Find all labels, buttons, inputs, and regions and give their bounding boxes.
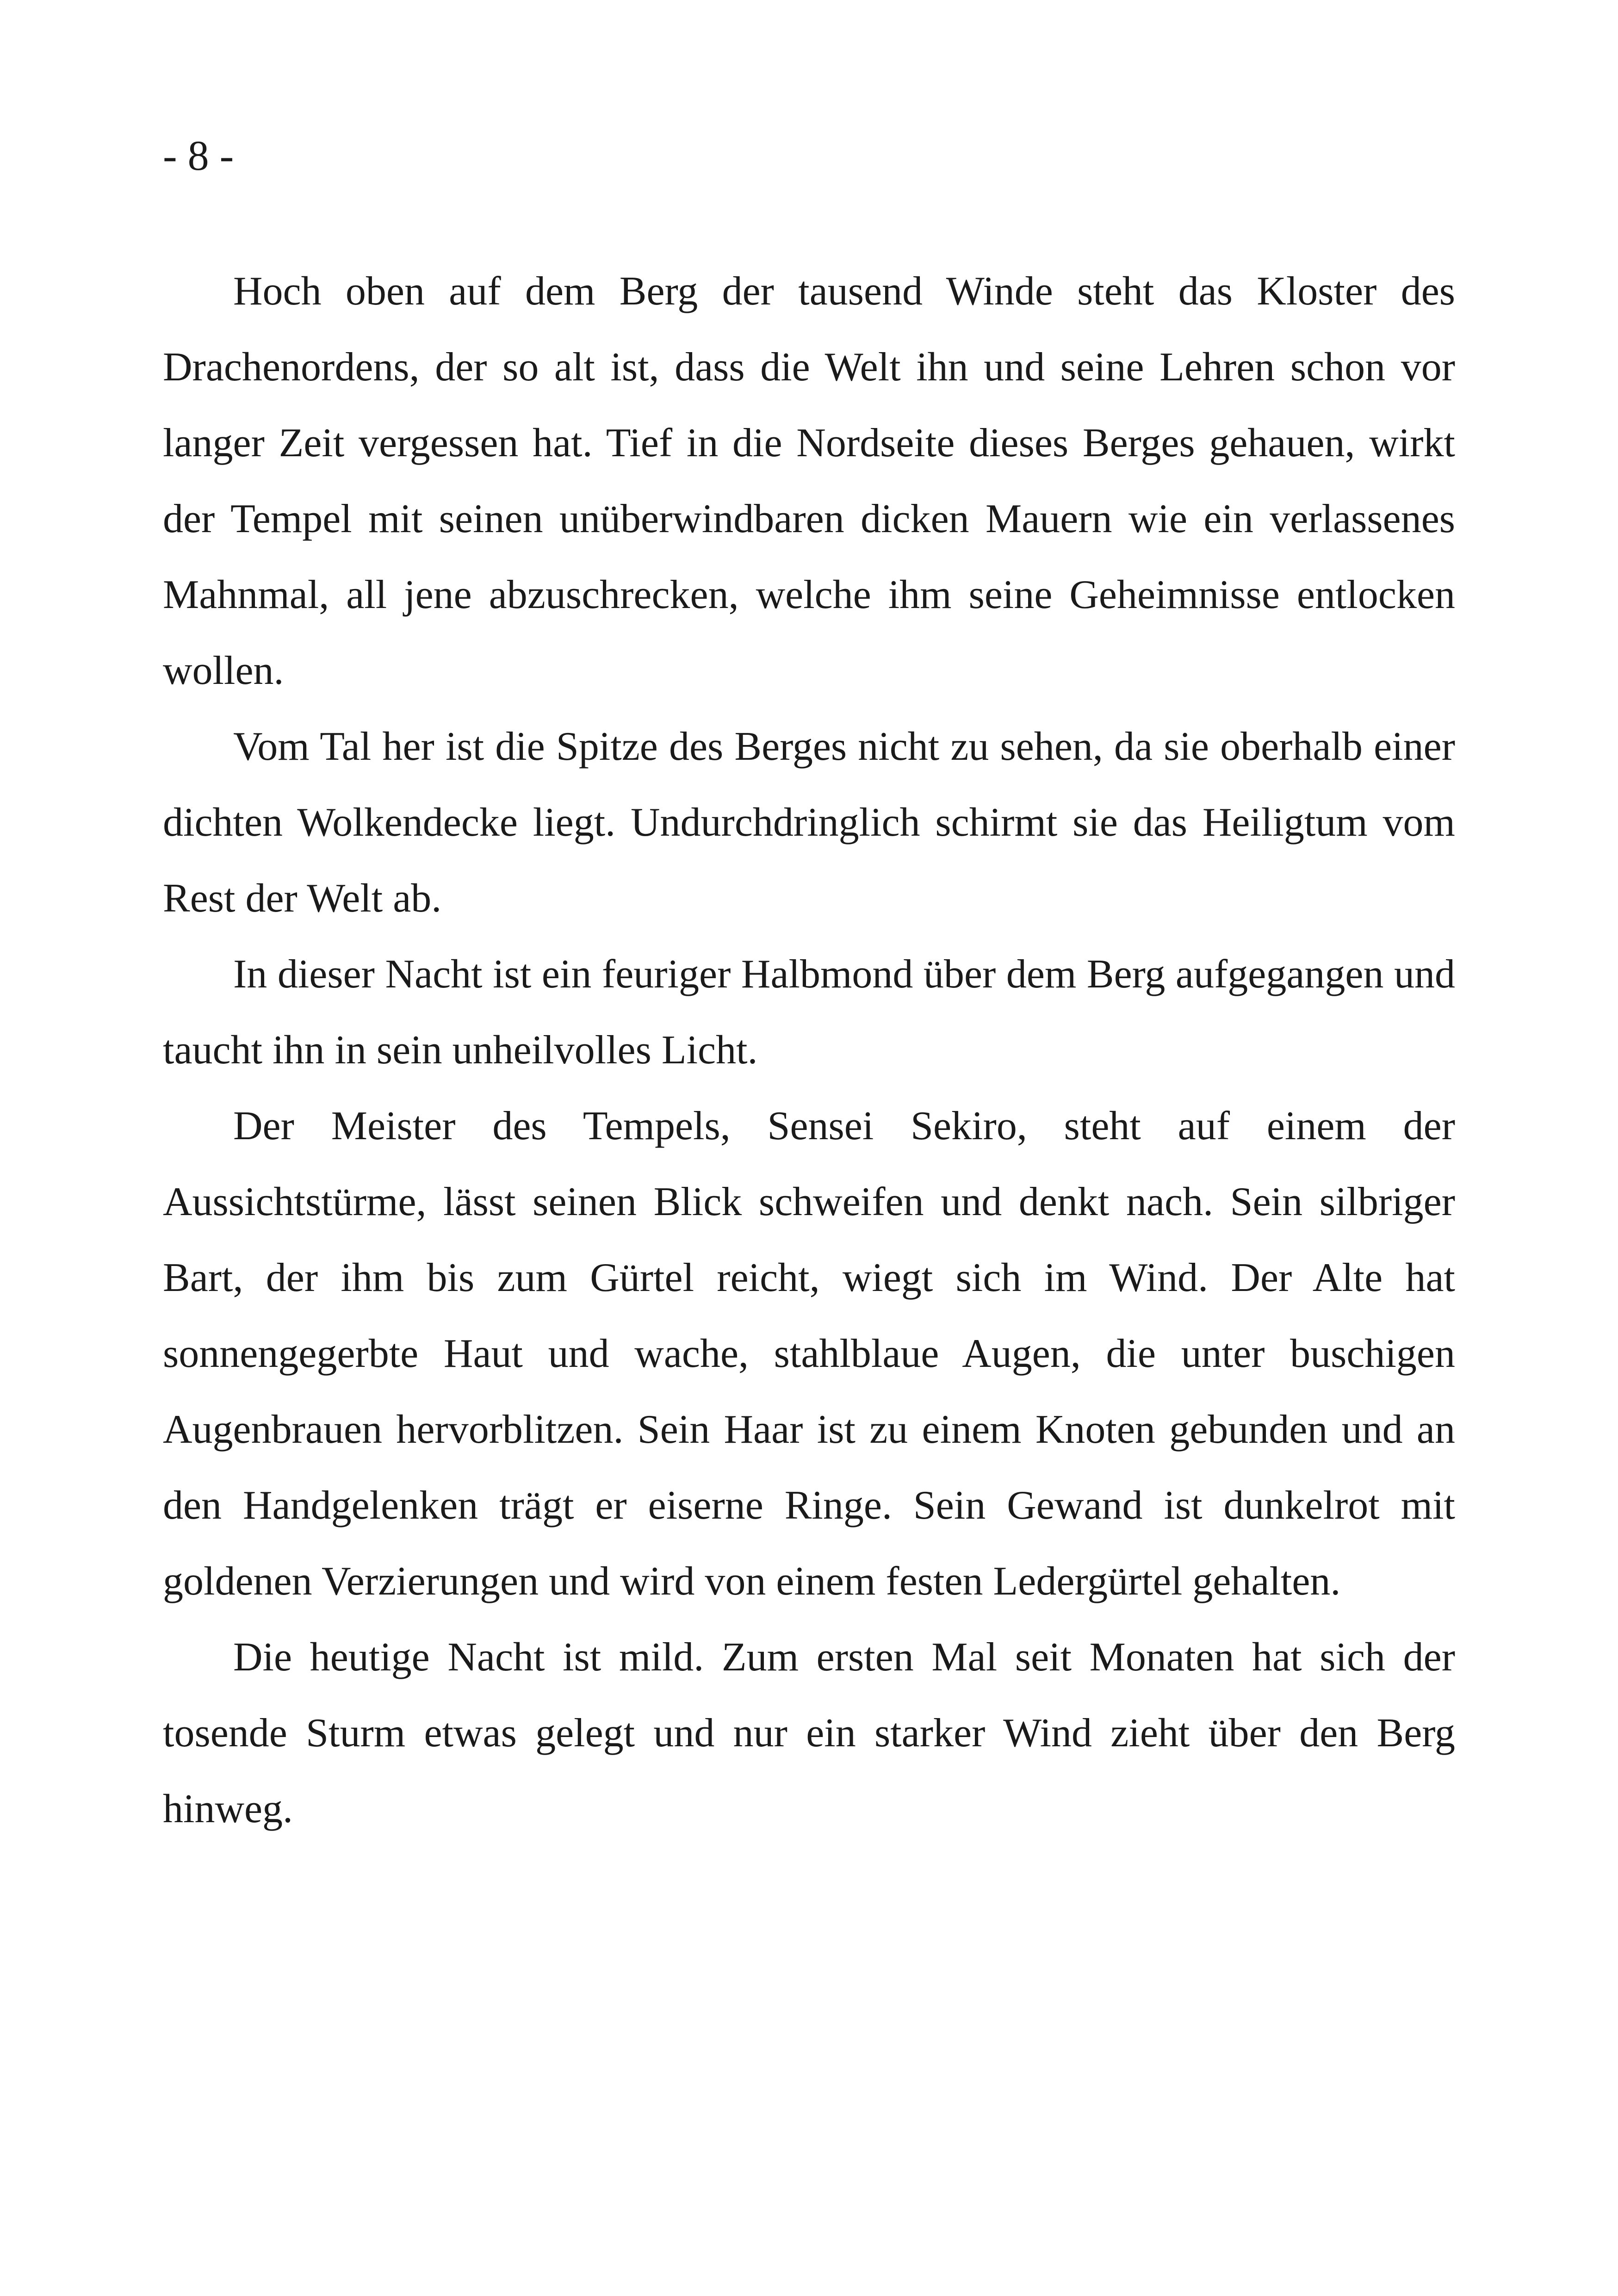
page-number: - 8 -: [163, 132, 234, 179]
paragraph-3: In dieser Nacht ist ein feuriger Halbmond über dem Berg aufgegangen und taucht ihn in sein unheilvolles Licht.: [163, 952, 1455, 1073]
paragraph-4: Der Meister des Tempels, Sensei Sekiro, steht auf einem der Aussichtstürme, lässt seinen Blick schweifen und denkt nach. Sein silbriger Bart, der ihm bis zum Gürtel reicht, wiegt sich im Wind. Der Alte hat sonnengegerbte Haut und wache, stahlblaue Augen, die unter buschigen Augenbrauen hervorblitzen. Sein Haar ist zu einem Knoten gebunden und an den Handgelenken trägt er eiserne Ringe. Sein Gewand ist dunkelrot mit goldenen Verzierungen und wird von einem festen Ledergürtel gehalten.: [163, 1104, 1455, 1604]
paragraph-5: Die heutige Nacht ist mild. Zum ersten Mal seit Monaten hat sich der tosende Sturm etwas gelegt und nur ein starker Wind zieht über den Berg hinweg.: [163, 1635, 1455, 1831]
paragraph-2: Vom Tal her ist die Spitze des Berges nicht zu sehen, da sie oberhalb einer dichten Wolkendecke liegt. Undurchdringlich schirmt sie das Heiligtum vom Rest der Welt ab.: [163, 724, 1455, 921]
body-text: [163, 254, 1455, 1847]
paragraph-1: Hoch oben auf dem Berg der tausend Winde steht das Kloster des Drachenordens, der so alt ist, dass die Welt ihn und seine Lehren schon vor langer Zeit vergessen hat. Tief in die Nordseite dieses Berges gehauen, wirkt der Tempel mit seinen unüberwindbaren dicken Mauern wie ein verlassenes Mahnmal, all jene abzuschrecken, welche ihm seine Geheimnisse entlocken wollen.: [163, 269, 1455, 693]
